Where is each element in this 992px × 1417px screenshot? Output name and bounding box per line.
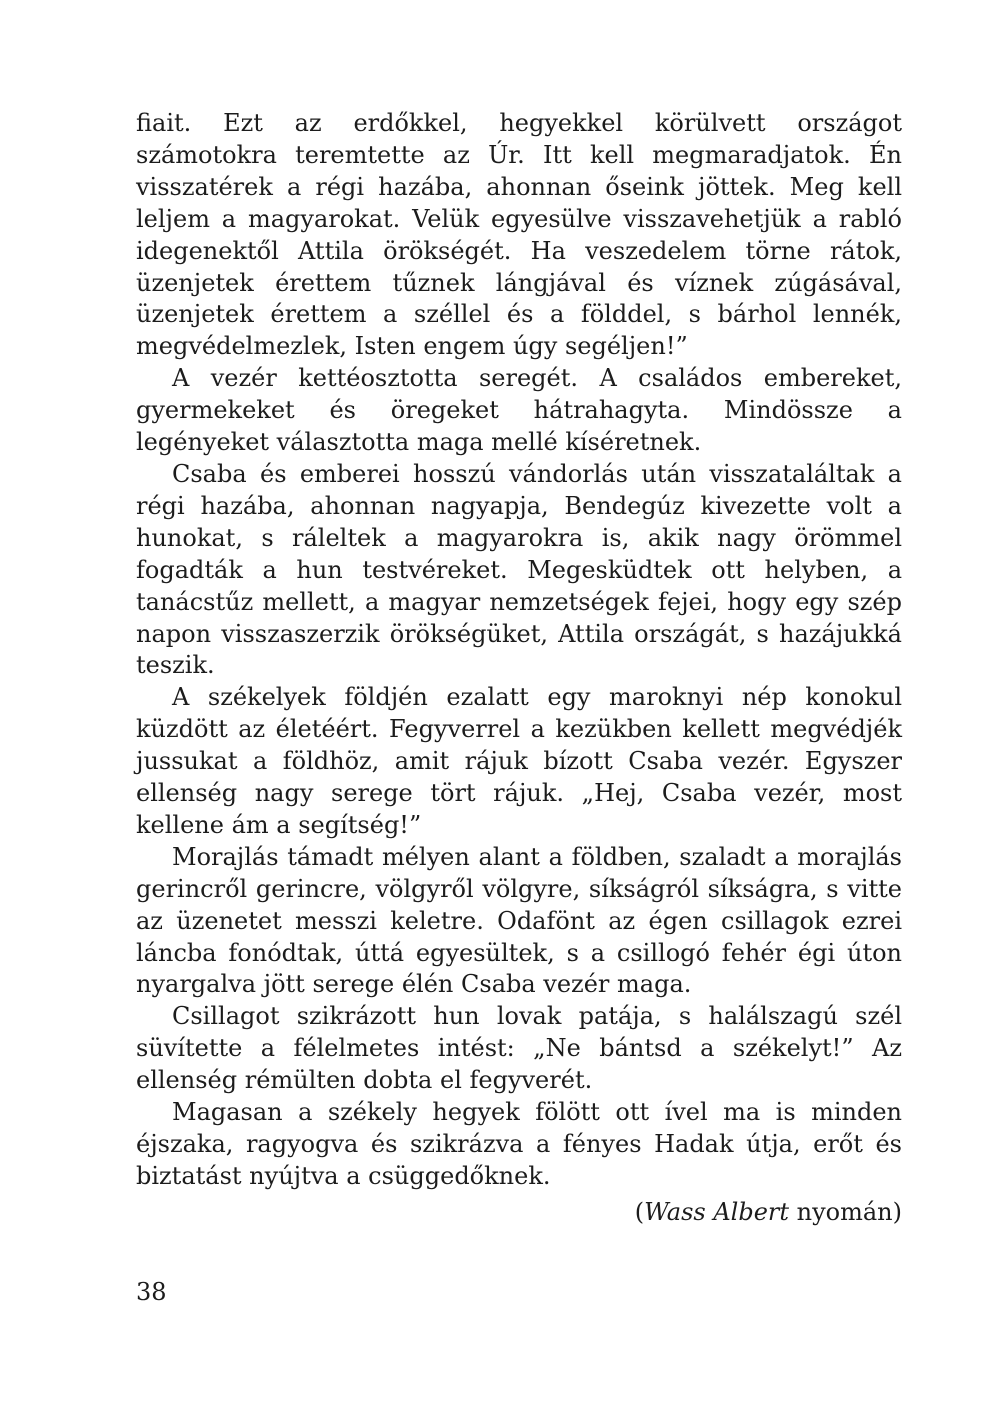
attribution-rest: nyomán) [789, 1197, 902, 1226]
attribution-author: Wass Albert [644, 1197, 790, 1226]
paragraph-1: fiait. Ezt az erdőkkel, hegyekkel körülvett országot számotokra teremtette az Úr. Itt kell megmaradjatok. Én visszatérek a régi hazába, ahonnan őseink jöttek. Meg kell leljem a magyarokat. Velük egyesülve visszavehetjük a rabló idegenektől Attila örökségét. Ha veszedelem törne rátok, üzenjetek érettem tűznek lángjával és víznek zúgásával, üzenjetek érettem a széllel és a földdel, s bárhol lennék, megvédelmezlek, Isten engem úgy segéljen!” [136, 109, 902, 361]
main-text [136, 108, 902, 1229]
page-number: 38 [136, 1278, 167, 1306]
paragraph-4: A székelyek földjén ezalatt egy maroknyi nép konokul küzdött az életéért. Fegyverrel a kezükben kellett megvédjék jussukat a földhöz, amit rájuk bízott Csaba vezér. Egyszer ellenség nagy serege tört rájuk. „Hej, Csaba vezér, most kellene ám a segítség!” [136, 683, 902, 839]
paragraph-3: Csaba és emberei hosszú vándorlás után visszataláltak a régi hazába, ahonnan nagyapja, Bendegúz kivezette volt a hunokat, s ráleltek a magyarokra is, akik nagy örömmel fogadták a hun testvéreket. Megesküdtek ott helyben, a tanácstűz mellett, a magyar nemzetségek fejei, hogy egy szép napon visszaszerzik örökségüket, Attila országát, s hazájukká teszik. [136, 459, 902, 680]
paragraph-5: Morajlás támadt mélyen alant a földben, szaladt a morajlás gerincről gerincre, völgyről völgyre, síkságról síkságra, s vitte az üzenetet messzi keletre. Odafönt az égen csillagok ezrei láncba fonódtak, úttá egyesültek, s a csillogó fehér égi úton nyargalva jött serege élén Csaba vezér maga. [136, 842, 902, 999]
attribution [136, 1197, 902, 1229]
paragraph-7: Magasan a székely hegyek fölött ott ível ma is minden éjszaka, ragyogva és szikrázva a fényes Hadak útja, erőt és biztatást nyújtva a csüggedőknek. [136, 1098, 902, 1190]
attribution-open: ( [634, 1197, 645, 1226]
paragraph-2: A vezér kettéosztotta seregét. A családos embereket, gyermekeket és öregeket hátrahagyta. Mindössze a legényeket választotta maga mellé kíséretnek. [136, 364, 902, 457]
paragraph-6: Csillagot szikrázott hun lovak patája, s halálszagú szél süvítette a félelmetes intést: „Ne bántsd a székelyt!” Az ellenség rémülten dobta el fegyverét. [136, 1002, 902, 1095]
